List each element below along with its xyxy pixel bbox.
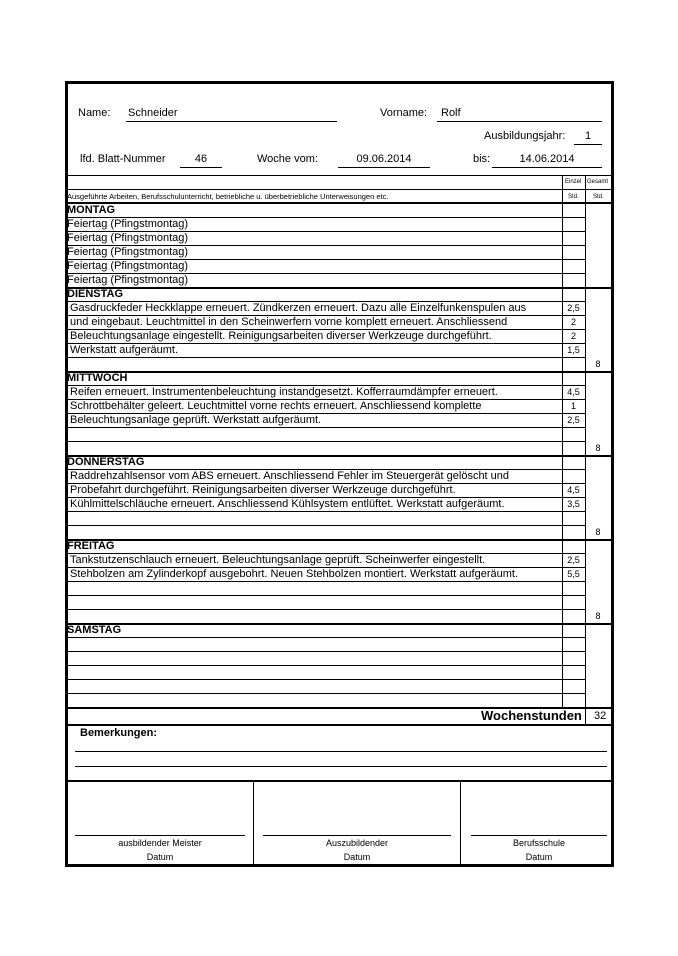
row-hours [562,469,585,483]
row-hours [562,679,585,693]
table-row [65,679,614,693]
table-row [65,385,614,399]
bis-label: bis: [473,153,491,165]
table-row [65,273,614,287]
signature-date-azubi: Datum [343,852,371,862]
table-row [65,637,614,651]
row-hours: 3,5 [567,499,580,509]
row-text: Beleuchtungsanlage eingestellt. Reinigungsarbeiten diverser Werkzeuge durchgeführt. [70,330,492,342]
day-title: DONNERSTAG [67,456,145,468]
day-bottom-line [65,287,614,289]
row-hours: 5,5 [567,569,580,579]
vorname-underline [437,121,602,122]
row-hours [562,595,585,609]
table-row [65,469,614,483]
table-row [65,525,614,539]
row-text [70,427,565,441]
vorname-label: Vorname: [380,107,428,119]
row-hours [562,273,585,287]
day-title: SAMSTAG [67,624,122,636]
row-text: Probefahrt durchgeführt. Reinigungsarbeiten diverser Werkzeuge durchgeführt. [70,484,456,496]
signature-line-azubi [263,835,451,836]
bis-value: 14.06.2014 [519,153,575,165]
day-total-hours: 8 [595,611,601,621]
row-text: Feiertag (Pfingstmontag) [67,246,189,258]
row-text: Schrottbehälter geleert. Leuchtmittel vorne rechts erneuert. Anschliessend komplette [70,400,482,412]
row-hours: 1,5 [567,345,580,355]
row-hours [562,511,585,525]
vorname-value: Rolf [441,107,461,119]
gesamt-column-line [585,175,586,707]
day-bottom-line [65,455,614,457]
day-bottom-line [65,371,614,373]
blatt-value: 46 [194,153,208,165]
row-hours [562,259,585,273]
row-text: Kühlmittelschläuche erneuert. Anschliessend Kühlsystem entlüftet. Werkstatt aufgeräumt. [70,498,505,510]
row-text [70,511,565,525]
einzel-column-line [562,175,563,707]
table-row [65,259,614,273]
gesamt-header-top: Gesamt [587,179,609,185]
row-text: Feiertag (Pfingstmontag) [67,274,189,286]
day-title: MITTWOCH [67,372,128,384]
wochenstunden-value: 32 [594,710,607,722]
row-text: Beleuchtungsanlage geprüft. Werkstatt aufgeräumt. [70,414,322,426]
row-hours: 2,5 [567,303,580,313]
table-row [65,413,614,427]
row-hours [562,609,585,623]
bis-underline [492,167,602,168]
wochenstunden-label: Wochenstunden [481,708,582,723]
row-hours: 4,5 [567,485,580,495]
table-row [65,357,614,371]
summary-divider [585,707,586,725]
name-value: Schneider [128,107,178,119]
day-total-hours: 8 [595,527,601,537]
row-hours: 2 [570,331,576,341]
table-row [65,441,614,455]
remarks-line-2 [75,766,607,767]
row-text [70,581,565,595]
gesamt-header-bottom: Std. [593,194,604,200]
row-text: Werkstatt aufgeräumt. [70,344,179,356]
row-text [70,525,565,539]
remarks-bottom-line [65,780,614,782]
row-hours [562,427,585,441]
signature-date-meister: Datum [146,852,174,862]
header-mid-line [65,189,614,190]
woche-value: 09.06.2014 [356,153,412,165]
row-text [70,609,565,623]
row-text: Feiertag (Pfingstmontag) [67,260,189,272]
row-text [70,651,565,665]
summary-bottom-line [65,724,614,726]
row-hours [562,217,585,231]
table-row [65,301,614,315]
ausbildungsjahr-value: 1 [584,130,592,142]
row-hours [562,357,585,371]
table-row [65,567,614,581]
row-hours [562,651,585,665]
blatt-label: lfd. Blatt-Nummer [80,153,166,165]
table-top-line [65,175,614,176]
day-title: FREITAG [67,540,115,552]
blatt-underline [180,167,222,168]
signature-role-azubi: Auszubildender [325,838,389,848]
row-hours [562,581,585,595]
row-text: Reifen erneuert. Instrumentenbeleuchtung instandgesetzt. Kofferraumdämpfer erneuert. [70,386,498,398]
row-hours [562,693,585,707]
day-bottom-line [65,623,614,625]
signature-role-meister: ausbildender Meister [118,838,202,848]
row-hours [562,245,585,259]
name-label: Name: [78,107,111,119]
table-row [65,553,614,567]
row-text: Raddrehzahlsensor vom ABS erneuert. Anschliessend Fehler im Steuergerät gelöscht und [70,470,510,482]
row-text [70,357,565,371]
table-row [65,315,614,329]
day-title: DIENSTAG [67,288,124,300]
row-hours: 2,5 [567,415,580,425]
header-bottom-line [65,202,614,204]
row-hours: 1 [570,401,576,411]
row-text [70,441,565,455]
table-row [65,609,614,623]
row-text [70,693,565,707]
ausbildungsjahr-underline [574,144,602,145]
row-hours [562,231,585,245]
table-row [65,651,614,665]
table-row [65,511,614,525]
row-text: Feiertag (Pfingstmontag) [67,232,189,244]
row-text: Feiertag (Pfingstmontag) [67,218,189,230]
einzel-header-top: Einzel [565,179,582,185]
row-text: und eingebaut. Leuchtmittel in den Scheinwerfern vorne komplett erneuert. Anschliessend [70,316,508,328]
woche-label: Woche vom: [257,153,318,165]
table-row [65,665,614,679]
name-underline [126,121,337,122]
table-row [65,497,614,511]
table-row [65,329,614,343]
day-total-hours [585,273,611,287]
table-row [65,693,614,707]
row-hours [562,665,585,679]
day-total-hours [585,693,611,707]
row-text: Tankstutzenschlauch erneuert. Beleuchtungsanlage geprüft. Scheinwerfer eingestellt. [70,554,486,566]
signature-divider-1 [253,781,254,865]
day-total-hours: 8 [595,443,601,453]
remarks-line-1 [75,751,607,752]
table-row [65,427,614,441]
row-hours [562,441,585,455]
day-total-hours: 8 [595,359,601,369]
signature-line-schule [471,835,607,836]
row-hours: 2 [570,317,576,327]
day-title: MONTAG [67,204,116,216]
row-hours: 4,5 [567,387,580,397]
row-text [70,665,565,679]
table-row [65,217,614,231]
row-hours [562,637,585,651]
table-row [65,231,614,245]
table-row [65,343,614,357]
signature-date-schule: Datum [525,852,553,862]
table-row [65,245,614,259]
row-hours [562,525,585,539]
day-bottom-line [65,539,614,541]
row-text [70,679,565,693]
woche-underline [338,167,430,168]
table-row [65,483,614,497]
einzel-header-bottom: Std. [568,194,579,200]
row-text [70,595,565,609]
signature-role-schule: Berufsschule [512,838,566,848]
row-hours: 2,5 [567,555,580,565]
table-row [65,581,614,595]
column-description-header: Ausgeführte Arbeiten, Berufsschulunterricht, betriebliche u. überbetriebliche Unterweisungen etc. [67,192,389,201]
row-text [70,637,565,651]
row-text: Gasdruckfeder Heckklappe erneuert. Zündkerzen erneuert. Dazu alle Einzelfunkenspulen aus [70,302,527,314]
row-text: Stehbolzen am Zylinderkopf ausgebohrt. Neuen Stehbolzen montiert. Werkstatt aufgeräumt. [70,568,518,580]
table-row [65,399,614,413]
signature-line-meister [75,835,245,836]
table-row [65,595,614,609]
ausbildungsjahr-label: Ausbildungsjahr: [484,130,566,142]
remarks-label: Bemerkungen: [80,727,158,739]
